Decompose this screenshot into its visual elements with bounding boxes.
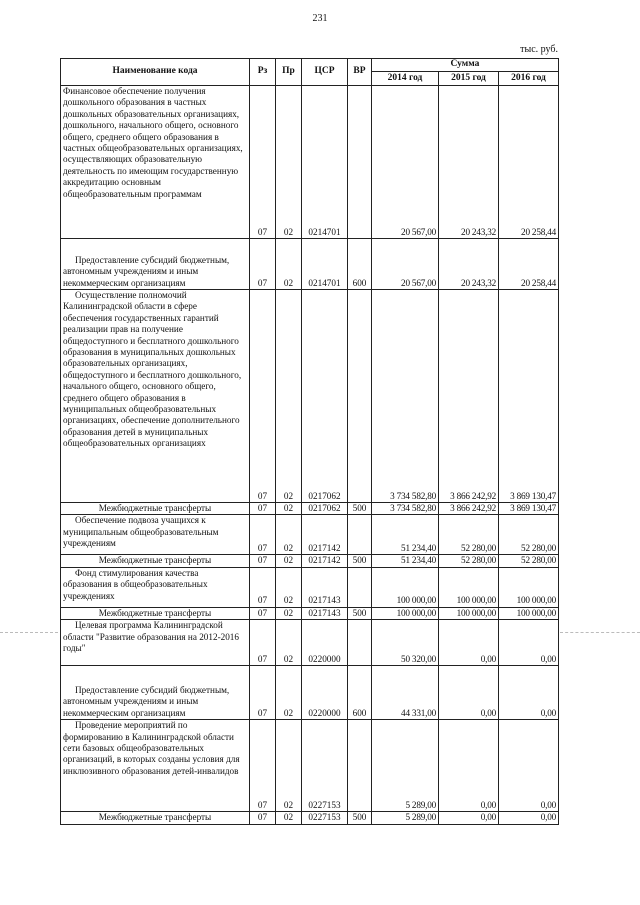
row-2016: 0,00 <box>499 666 559 720</box>
row-name: Обеспечение подвоза учащихся к муниципальным общеобразовательным учреждениям <box>61 515 250 555</box>
row-2014: 51 234,40 <box>372 515 439 555</box>
header-csr: ЦСР <box>302 59 348 86</box>
row-rz: 07 <box>250 720 276 812</box>
header-vr: ВР <box>348 59 372 86</box>
row-csr: 0217143 <box>302 607 348 619</box>
row-rz: 07 <box>250 812 276 824</box>
row-rz: 07 <box>250 555 276 567</box>
table-row <box>61 290 559 503</box>
row-2016: 3 869 130,47 <box>499 503 559 515</box>
row-rz: 07 <box>250 503 276 515</box>
row-2016: 100 000,00 <box>499 607 559 619</box>
table-row <box>61 812 559 824</box>
row-name: Проведение мероприятий по формированию в Калининградской области сети базовых общеобразовательных организаций, в которых созданы условия для инклюзивного образования детей-инвалидов <box>61 720 250 812</box>
row-vr: 500 <box>348 607 372 619</box>
row-vr: 500 <box>348 555 372 567</box>
row-csr: 0217143 <box>302 567 348 607</box>
table-row <box>61 555 559 567</box>
row-name: Предоставление субсидий бюджетным, автономным учреждениям и иным некоммерческим организациям <box>61 239 250 290</box>
row-2016: 100 000,00 <box>499 567 559 607</box>
row-2014: 100 000,00 <box>372 607 439 619</box>
margin-fold-mark <box>0 632 58 633</box>
row-pr: 02 <box>276 555 302 567</box>
row-2015: 0,00 <box>439 620 499 666</box>
row-2014: 20 567,00 <box>372 239 439 290</box>
page-number: 231 <box>312 13 328 24</box>
row-2014: 3 734 582,80 <box>372 290 439 503</box>
row-pr: 02 <box>276 567 302 607</box>
table-row <box>61 239 559 290</box>
table-row <box>61 567 559 607</box>
row-vr <box>348 720 372 812</box>
row-rz: 07 <box>250 607 276 619</box>
table-row <box>61 86 559 239</box>
row-vr: 600 <box>348 666 372 720</box>
row-2016: 0,00 <box>499 720 559 812</box>
row-csr: 0220000 <box>302 666 348 720</box>
row-2016: 20 258,44 <box>499 86 559 239</box>
row-rz: 07 <box>250 567 276 607</box>
row-csr: 0220000 <box>302 620 348 666</box>
table-row <box>61 515 559 555</box>
row-pr: 02 <box>276 503 302 515</box>
row-vr <box>348 290 372 503</box>
row-2014: 50 320,00 <box>372 620 439 666</box>
row-name: Межбюджетные трансферты <box>61 555 250 567</box>
row-2016: 3 869 130,47 <box>499 290 559 503</box>
row-rz: 07 <box>250 515 276 555</box>
row-2016: 0,00 <box>499 620 559 666</box>
unit-label: тыс. руб. <box>520 44 558 55</box>
table-row <box>61 503 559 515</box>
row-vr <box>348 515 372 555</box>
row-csr: 0217062 <box>302 503 348 515</box>
row-2015: 0,00 <box>439 812 499 824</box>
row-vr <box>348 86 372 239</box>
row-vr <box>348 620 372 666</box>
row-csr: 0227153 <box>302 720 348 812</box>
row-2015: 52 280,00 <box>439 555 499 567</box>
row-name: Осуществление полномочий Калининградской области в сфере обеспечения государственных гарантий реализации прав на получение общедоступного и бесплатного дошкольного образования в муниципальных дошкольных образовательных организациях, общедоступного и бесплатного дошкольного, начального общего, основного общего, среднего общего образования в муниципальных общеобразовательных организациях, обеспечение дополнительного образования детей в муниципальных общеобразовательных организациях <box>61 290 250 503</box>
row-2014: 5 289,00 <box>372 720 439 812</box>
row-name: Межбюджетные трансферты <box>61 503 250 515</box>
row-name: Предоставление субсидий бюджетным, автономным учреждениям и иным некоммерческим организациям <box>61 666 250 720</box>
header-sum: Сумма <box>372 59 559 72</box>
row-2014: 20 567,00 <box>372 86 439 239</box>
margin-fold-mark <box>560 632 640 633</box>
header-2015: 2015 год <box>439 72 499 86</box>
row-2016: 20 258,44 <box>499 239 559 290</box>
row-2015: 3 866 242,92 <box>439 290 499 503</box>
row-rz: 07 <box>250 86 276 239</box>
row-2016: 52 280,00 <box>499 555 559 567</box>
row-name: Фонд стимулирования качества образования в общеобразовательных учреждениях <box>61 567 250 607</box>
row-pr: 02 <box>276 607 302 619</box>
row-vr <box>348 567 372 607</box>
row-name: Целевая программа Калининградской области "Развитие образования на 2012-2016 годы" <box>61 620 250 666</box>
row-2015: 52 280,00 <box>439 515 499 555</box>
row-name: Межбюджетные трансферты <box>61 607 250 619</box>
row-pr: 02 <box>276 620 302 666</box>
row-csr: 0214701 <box>302 239 348 290</box>
row-pr: 02 <box>276 812 302 824</box>
header-2016: 2016 год <box>499 72 559 86</box>
row-pr: 02 <box>276 666 302 720</box>
row-name: Межбюджетные трансферты <box>61 812 250 824</box>
table-row <box>61 620 559 666</box>
row-csr: 0217142 <box>302 515 348 555</box>
budget-table <box>60 58 559 825</box>
row-pr: 02 <box>276 86 302 239</box>
row-csr: 0217142 <box>302 555 348 567</box>
row-vr: 500 <box>348 503 372 515</box>
row-2015: 20 243,32 <box>439 86 499 239</box>
row-2016: 52 280,00 <box>499 515 559 555</box>
row-pr: 02 <box>276 515 302 555</box>
row-2015: 20 243,32 <box>439 239 499 290</box>
row-csr: 0214701 <box>302 86 348 239</box>
header-2014: 2014 год <box>372 72 439 86</box>
row-2016: 0,00 <box>499 812 559 824</box>
row-2015: 0,00 <box>439 666 499 720</box>
row-2014: 100 000,00 <box>372 567 439 607</box>
row-2015: 100 000,00 <box>439 607 499 619</box>
row-2015: 3 866 242,92 <box>439 503 499 515</box>
row-vr: 600 <box>348 239 372 290</box>
header-pr: Пр <box>276 59 302 86</box>
row-rz: 07 <box>250 290 276 503</box>
row-pr: 02 <box>276 290 302 503</box>
row-2014: 3 734 582,80 <box>372 503 439 515</box>
header-name: Наименование кода <box>61 59 250 86</box>
table-row <box>61 607 559 619</box>
row-csr: 0217062 <box>302 290 348 503</box>
row-2014: 5 289,00 <box>372 812 439 824</box>
row-2015: 100 000,00 <box>439 567 499 607</box>
row-vr: 500 <box>348 812 372 824</box>
table-row <box>61 720 559 812</box>
row-rz: 07 <box>250 239 276 290</box>
row-rz: 07 <box>250 666 276 720</box>
row-2015: 0,00 <box>439 720 499 812</box>
header-rz: Рз <box>250 59 276 86</box>
row-2014: 51 234,40 <box>372 555 439 567</box>
row-pr: 02 <box>276 720 302 812</box>
row-2014: 44 331,00 <box>372 666 439 720</box>
row-csr: 0227153 <box>302 812 348 824</box>
row-pr: 02 <box>276 239 302 290</box>
row-name: Финансовое обеспечение получения дошкольного образования в частных дошкольных образовательных организациях, дошкольного, начального общего, основного общего, среднего общего образования в частных общеобразовательных организациях, осуществляющих образовательную деятельность по имеющим государственную аккредитацию основным общеобразовательным программам <box>61 86 250 239</box>
table-row <box>61 666 559 720</box>
row-rz: 07 <box>250 620 276 666</box>
